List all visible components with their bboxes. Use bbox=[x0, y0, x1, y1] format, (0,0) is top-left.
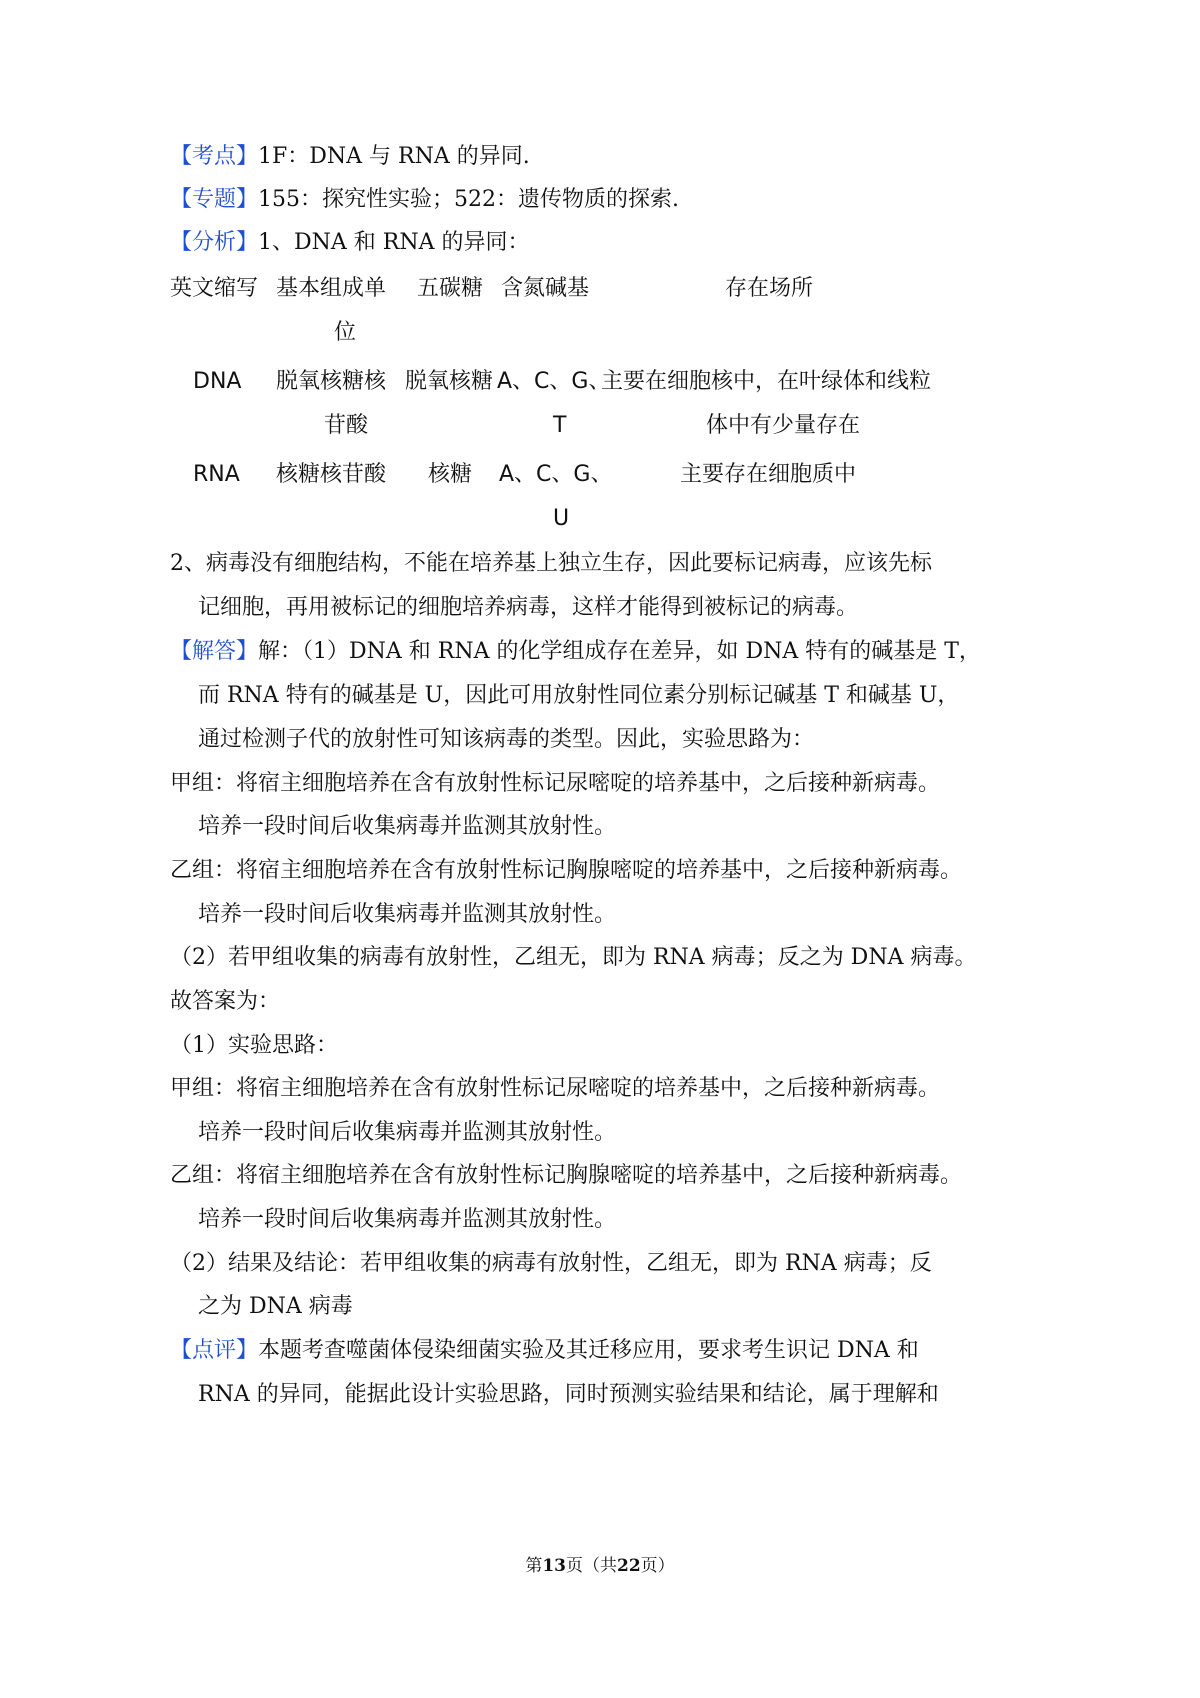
rna-sugar: 核糖 bbox=[428, 462, 473, 487]
fenxi-text: 1、DNA 和 RNA 的异同： bbox=[258, 230, 530, 255]
answer-1: （1）实验思路： bbox=[170, 1033, 338, 1058]
dna-base: A、C、G、 bbox=[497, 369, 611, 394]
rna-base-cont: U bbox=[553, 506, 570, 531]
jieda-line2: 而 RNA 特有的碱基是 U，因此可用放射性同位素分别标记碱基 T 和碱基 U， bbox=[198, 683, 960, 708]
kaodian-text: 1F：DNA 与 RNA 的异同. bbox=[258, 144, 530, 169]
jieda-tag: 【解答】 bbox=[170, 639, 259, 664]
header-unit: 基本组成单 bbox=[276, 276, 387, 301]
dianping-tag: 【点评】 bbox=[170, 1338, 259, 1363]
point2-line1: 2、病毒没有细胞结构，不能在培养基上独立生存，因此要标记病毒，应该先标 bbox=[170, 551, 932, 576]
header-abbr: 英文缩写 bbox=[170, 276, 259, 301]
jieda-line3: 通过检测子代的放射性可知该病毒的类型。因此，实验思路为： bbox=[198, 727, 815, 752]
header-unit-cont: 位 bbox=[334, 320, 357, 345]
jia-line2: 培养一段时间后收集病毒并监测其放射性。 bbox=[198, 814, 617, 839]
dianping-line1 bbox=[170, 1336, 919, 1366]
dna-abbr: DNA bbox=[193, 369, 242, 394]
point2-line2: 记细胞，再用被标记的细胞培养病毒，这样才能得到被标记的病毒。 bbox=[198, 595, 859, 620]
footer-mid: 页（共 bbox=[566, 1556, 617, 1576]
yi-line2: 培养一段时间后收集病毒并监测其放射性。 bbox=[198, 902, 617, 927]
jieda-text1: 解：（1）DNA 和 RNA 的化学组成存在差异，如 DNA 特有的碱基是 T， bbox=[258, 639, 981, 664]
zhuanti-tag: 【专题】 bbox=[170, 187, 259, 212]
answer-yi-line1: 乙组：将宿主细胞培养在含有放射性标记胸腺嘧啶的培养基中，之后接种新病毒。 bbox=[170, 1163, 963, 1188]
footer-page-number: 13 bbox=[542, 1556, 566, 1576]
dna-unit-cont: 苷酸 bbox=[324, 413, 369, 438]
rna-unit: 核糖核苷酸 bbox=[276, 462, 387, 487]
yi-line1: 乙组：将宿主细胞培养在含有放射性标记胸腺嘧啶的培养基中，之后接种新病毒。 bbox=[170, 858, 963, 883]
header-sugar: 五碳糖 bbox=[417, 276, 484, 301]
footer-total-pages: 22 bbox=[617, 1556, 641, 1576]
footer-post: 页） bbox=[640, 1556, 675, 1576]
rna-place: 主要存在细胞质中 bbox=[680, 462, 857, 487]
part2-line: （2）若甲组收集的病毒有放射性，乙组无，即为 RNA 病毒；反之为 DNA 病毒。 bbox=[170, 945, 977, 970]
dna-place-cont: 体中有少量存在 bbox=[706, 413, 861, 438]
rna-base: A、C、G、 bbox=[499, 462, 613, 487]
kaodian-line bbox=[170, 142, 530, 172]
dna-base-cont: T bbox=[553, 413, 567, 438]
rna-abbr: RNA bbox=[193, 462, 240, 487]
zhuanti-text: 155：探究性实验；522：遗传物质的探索. bbox=[258, 187, 679, 212]
dianping-text1: 本题考查噬菌体侵染细菌实验及其迁移应用，要求考生识记 DNA 和 bbox=[258, 1338, 919, 1363]
kaodian-tag: 【考点】 bbox=[170, 144, 259, 169]
zhuanti-line bbox=[170, 185, 679, 215]
answer-yi-line2: 培养一段时间后收集病毒并监测其放射性。 bbox=[198, 1207, 617, 1232]
answer-label: 故答案为： bbox=[170, 989, 281, 1014]
dna-sugar: 脱氧核糖 bbox=[405, 369, 494, 394]
footer-pre: 第 bbox=[525, 1556, 543, 1576]
dna-unit: 脱氧核糖核 bbox=[276, 369, 387, 394]
answer-jia-line1: 甲组：将宿主细胞培养在含有放射性标记尿嘧啶的培养基中，之后接种新病毒。 bbox=[170, 1076, 941, 1101]
answer-jia-line2: 培养一段时间后收集病毒并监测其放射性。 bbox=[198, 1120, 617, 1145]
fenxi-line bbox=[170, 228, 529, 258]
fenxi-tag: 【分析】 bbox=[170, 230, 259, 255]
header-base: 含氮碱基 bbox=[501, 276, 590, 301]
header-place: 存在场所 bbox=[725, 276, 814, 301]
jia-line1: 甲组：将宿主细胞培养在含有放射性标记尿嘧啶的培养基中，之后接种新病毒。 bbox=[170, 771, 941, 796]
jieda-line1 bbox=[170, 637, 981, 667]
answer-2-line2: 之为 DNA 病毒 bbox=[198, 1294, 353, 1319]
page-footer bbox=[0, 1554, 1200, 1578]
answer-2-line1: （2）结果及结论：若甲组收集的病毒有放射性，乙组无，即为 RNA 病毒；反 bbox=[170, 1251, 932, 1276]
dianping-line2: RNA 的异同，能据此设计实验思路，同时预测实验结果和结论，属于理解和 bbox=[198, 1382, 939, 1407]
dna-place: 主要在细胞核中，在叶绿体和线粒 bbox=[601, 369, 932, 394]
